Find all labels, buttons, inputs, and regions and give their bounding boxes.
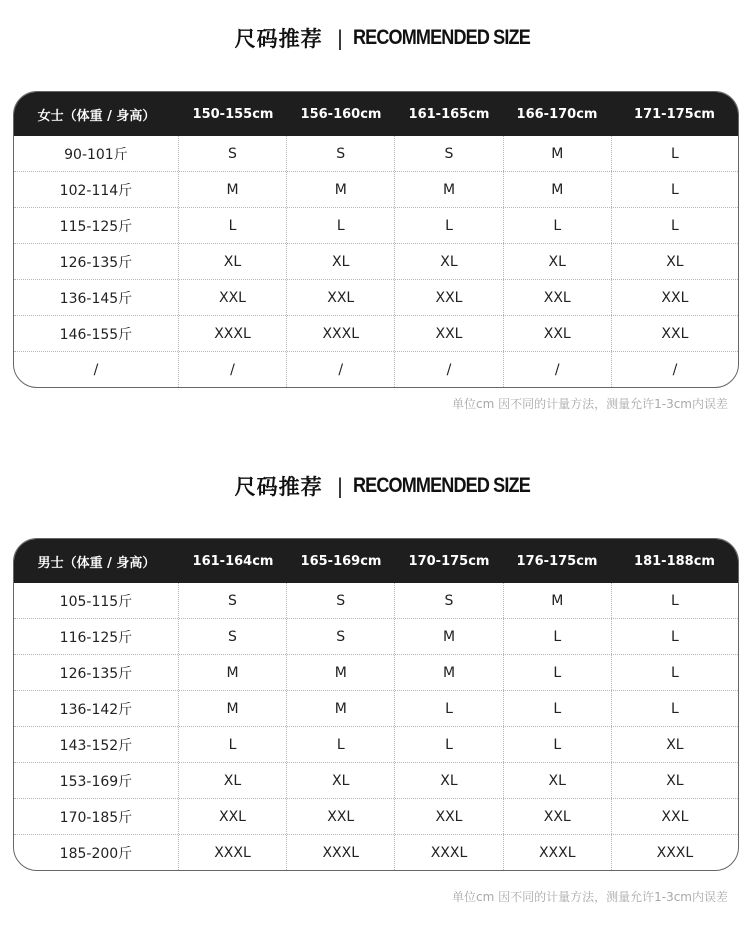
weight-range-cell: 90-101斤 <box>64 146 128 163</box>
weight-range-cell: 126-135斤 <box>59 665 133 682</box>
header-height-range: 150-155cm <box>192 106 274 122</box>
size-cell: XL <box>611 763 738 798</box>
weight-range-cell: 105-115斤 <box>59 593 133 610</box>
size-cell: L <box>178 727 286 762</box>
size-cell: XXXL <box>286 835 394 870</box>
size-cell: S <box>286 619 394 654</box>
size-cell: M <box>394 619 502 654</box>
size-cell: L <box>503 691 611 726</box>
table-row <box>14 315 738 351</box>
title-separator: | <box>336 26 344 50</box>
table-row <box>14 351 738 387</box>
measurement-note: 单位cm 因不同的计量方法，测量允许1-3cm内误差 <box>452 397 728 411</box>
size-cell: L <box>611 136 738 171</box>
size-cell: M <box>178 172 286 207</box>
size-cell: L <box>178 208 286 243</box>
size-cell: M <box>394 655 502 690</box>
table-row <box>14 690 738 726</box>
header-height-range: 156-160cm <box>300 106 382 122</box>
size-cell: S <box>178 583 286 618</box>
table-header-row <box>14 92 738 136</box>
size-cell: / <box>503 352 611 387</box>
table-row <box>14 171 738 207</box>
men-section-title <box>0 470 750 501</box>
weight-range-cell: 126-135斤 <box>59 254 133 271</box>
size-cell: L <box>286 727 394 762</box>
size-cell: L <box>611 208 738 243</box>
table-row <box>14 243 738 279</box>
size-cell: XXL <box>394 316 502 351</box>
size-cell: XL <box>394 763 502 798</box>
size-cell: L <box>611 691 738 726</box>
size-cell: M <box>286 655 394 690</box>
size-cell: L <box>611 172 738 207</box>
size-cell: L <box>503 727 611 762</box>
table-row <box>14 279 738 315</box>
size-cell: XXXL <box>286 316 394 351</box>
size-cell: S <box>178 619 286 654</box>
size-cell: / <box>178 352 286 387</box>
weight-range-cell: 116-125斤 <box>59 629 133 646</box>
size-cell: XXL <box>611 280 738 315</box>
size-cell: XL <box>611 727 738 762</box>
weight-range-cell: 153-169斤 <box>59 773 133 790</box>
size-cell: S <box>286 136 394 171</box>
size-cell: / <box>286 352 394 387</box>
size-cell: XXL <box>394 799 502 834</box>
weight-range-cell: 185-200斤 <box>59 845 133 862</box>
size-cell: M <box>394 172 502 207</box>
size-cell: M <box>503 583 611 618</box>
weight-range-cell: / <box>93 361 99 378</box>
table-row <box>14 618 738 654</box>
header-height-range: 161-164cm <box>192 553 274 569</box>
size-cell: XXL <box>503 316 611 351</box>
size-cell: XXL <box>394 280 502 315</box>
size-cell: XL <box>394 244 502 279</box>
table-row <box>14 136 738 171</box>
size-cell: L <box>394 727 502 762</box>
header-height-range: 161-165cm <box>408 106 490 122</box>
table-row <box>14 583 738 618</box>
table-row <box>14 762 738 798</box>
size-cell: L <box>394 208 502 243</box>
size-cell: XXL <box>611 316 738 351</box>
size-cell: M <box>503 172 611 207</box>
women-size-table <box>13 91 739 388</box>
size-cell: XXL <box>503 280 611 315</box>
size-cell: XL <box>503 244 611 279</box>
size-cell: XL <box>178 244 286 279</box>
header-weight-height: 女士（体重 / 身高） <box>37 108 156 124</box>
size-cell: S <box>394 583 502 618</box>
size-cell: M <box>503 136 611 171</box>
table-row <box>14 207 738 243</box>
weight-range-cell: 143-152斤 <box>59 737 133 754</box>
size-cell: XXXL <box>503 835 611 870</box>
size-cell: L <box>394 691 502 726</box>
size-cell: L <box>611 655 738 690</box>
size-cell: M <box>178 691 286 726</box>
women-section-title <box>0 0 750 53</box>
title-english: RECOMMENDED SIZE <box>353 26 531 49</box>
table-row <box>14 654 738 690</box>
size-cell: XL <box>611 244 738 279</box>
size-cell: S <box>178 136 286 171</box>
header-height-range: 170-175cm <box>408 553 490 569</box>
header-height-range: 165-169cm <box>300 553 382 569</box>
weight-range-cell: 136-142斤 <box>59 701 133 718</box>
header-height-range: 181-188cm <box>634 553 715 569</box>
size-cell: XXL <box>611 799 738 834</box>
weight-range-cell: 146-155斤 <box>59 326 133 343</box>
header-height-range: 171-175cm <box>634 106 715 122</box>
measurement-note: 单位cm 因不同的计量方法，测量允许1-3cm内误差 <box>452 890 728 904</box>
men-size-section <box>0 470 750 938</box>
table-row <box>14 798 738 834</box>
size-cell: XL <box>503 763 611 798</box>
size-cell: XXXL <box>178 835 286 870</box>
size-cell: L <box>611 583 738 618</box>
weight-range-cell: 102-114斤 <box>59 182 133 199</box>
size-cell: M <box>178 655 286 690</box>
size-cell: L <box>503 655 611 690</box>
size-cell: L <box>611 619 738 654</box>
size-cell: XXXL <box>178 316 286 351</box>
title-english: RECOMMENDED SIZE <box>353 474 531 497</box>
weight-range-cell: 136-145斤 <box>59 290 133 307</box>
size-cell: S <box>286 583 394 618</box>
title-chinese: 尺码推荐 <box>234 475 323 499</box>
title-separator: | <box>336 474 344 498</box>
size-cell: XXXL <box>611 835 738 870</box>
size-cell: XXL <box>178 799 286 834</box>
header-height-range: 176-175cm <box>516 553 598 569</box>
men-size-table <box>13 538 739 871</box>
size-cell: L <box>286 208 394 243</box>
table-row <box>14 834 738 870</box>
size-cell: M <box>286 691 394 726</box>
size-cell: XL <box>286 244 394 279</box>
size-cell: L <box>503 619 611 654</box>
size-cell: S <box>394 136 502 171</box>
weight-range-cell: 115-125斤 <box>59 218 133 235</box>
size-cell: M <box>286 172 394 207</box>
size-cell: XL <box>178 763 286 798</box>
header-weight-height: 男士（体重 / 身高） <box>37 555 156 571</box>
size-cell: XXXL <box>394 835 502 870</box>
size-cell: XXL <box>503 799 611 834</box>
size-cell: XXL <box>178 280 286 315</box>
table-row <box>14 726 738 762</box>
weight-range-cell: 170-185斤 <box>59 809 133 826</box>
size-cell: XL <box>286 763 394 798</box>
size-cell: L <box>503 208 611 243</box>
size-cell: / <box>611 352 738 387</box>
size-cell: XXL <box>286 280 394 315</box>
table-header-row <box>14 539 738 583</box>
header-height-range: 166-170cm <box>516 106 598 122</box>
size-cell: / <box>394 352 502 387</box>
size-cell: XXL <box>286 799 394 834</box>
title-chinese: 尺码推荐 <box>234 27 323 51</box>
